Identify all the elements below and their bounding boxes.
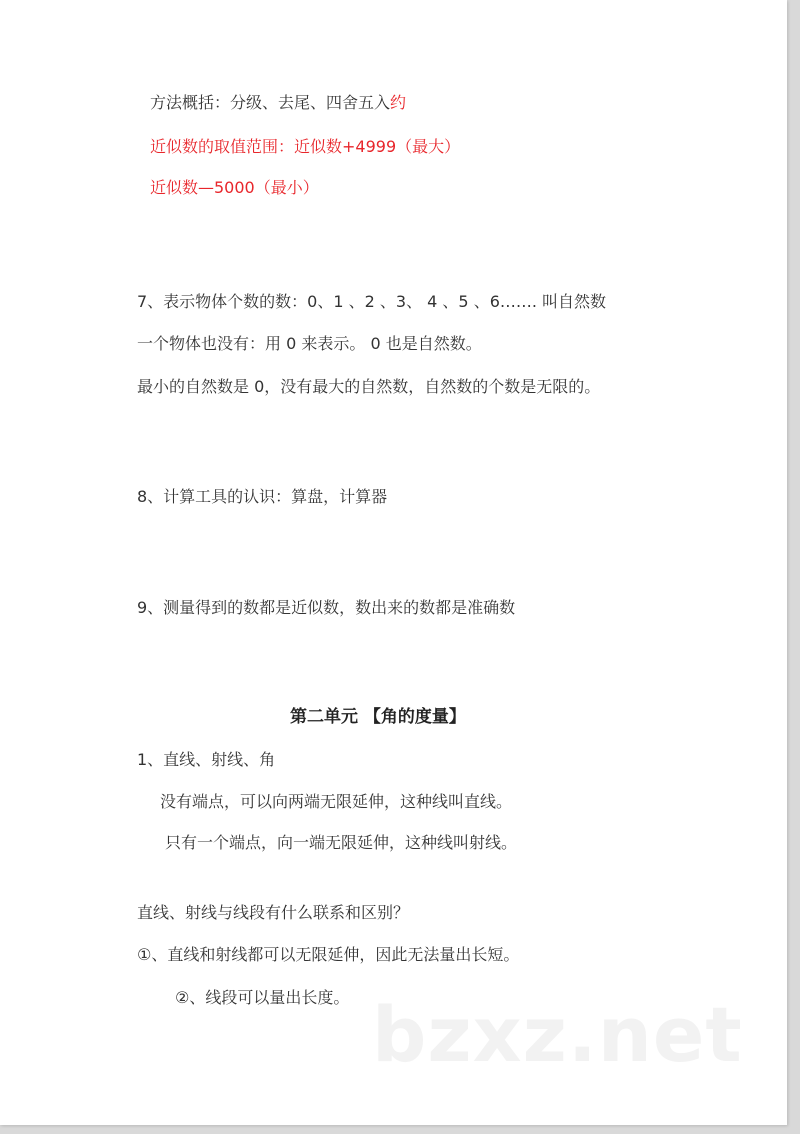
item-8-tools: 8、计算工具的认识：算盘，计算器: [137, 487, 388, 506]
method-summary-text: 方法概括：分级、去尾、四舍五入: [150, 93, 391, 112]
approx-range-max: 近似数的取值范围：近似数+4999（最大）: [150, 137, 461, 156]
comparison-answer-2: ②、线段可以量出长度。: [175, 988, 350, 1007]
unit-2-title: 第二单元 【角的度量】: [290, 707, 466, 727]
item-9-measurement: 9、测量得到的数都是近似数，数出来的数都是准确数: [137, 598, 516, 617]
unit-2-item-1-title: 1、直线、射线、角: [137, 750, 276, 769]
line-definition: 没有端点，可以向两端无限延伸，这种线叫直线。: [160, 792, 513, 811]
method-summary-suffix: 约: [390, 93, 407, 112]
item-7-zero: 一个物体也没有：用 0 来表示。 0 也是自然数。: [137, 334, 482, 353]
site-watermark: bzxz.net: [372, 990, 743, 1079]
item-7-infinite: 最小的自然数是 0，没有最大的自然数，自然数的个数是无限的。: [137, 377, 601, 396]
ray-definition: 只有一个端点，向一端无限延伸，这种线叫射线。: [165, 833, 518, 852]
item-7-natural-numbers: 7、表示物体个数的数：0、1 、2 、3、 4 、5 、6……. 叫自然数: [137, 292, 607, 311]
comparison-answer-1: ①、直线和射线都可以无限延伸，因此无法量出长短。: [137, 945, 520, 964]
approx-range-min: 近似数—5000（最小）: [150, 178, 319, 197]
comparison-question: 直线、射线与线段有什么联系和区别？: [137, 903, 410, 922]
method-summary: [150, 93, 406, 113]
